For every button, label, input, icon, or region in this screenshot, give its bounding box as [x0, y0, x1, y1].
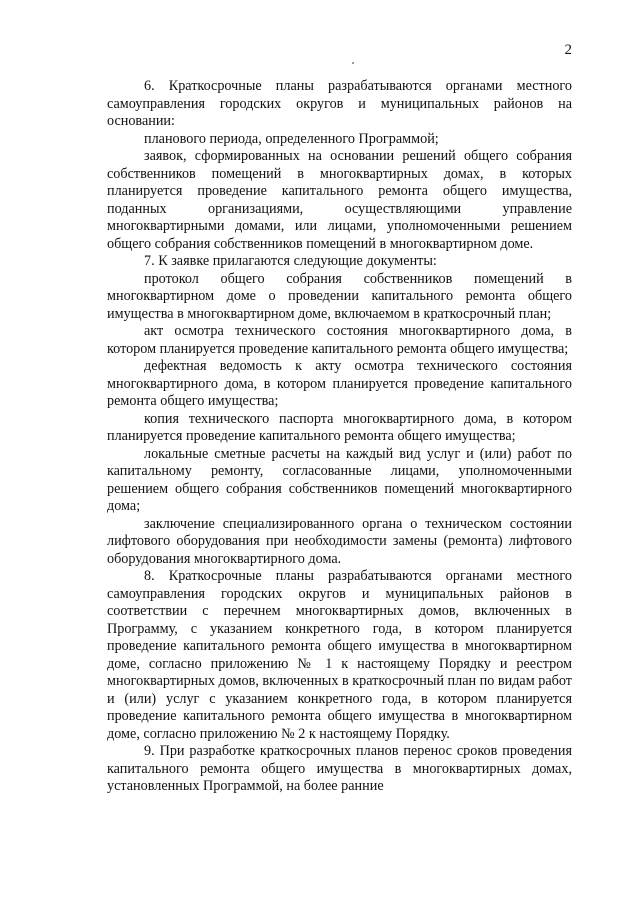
- paragraph: заключение специализированного органа о техническом состоянии лифтового оборудования при необходимости замены (ремонта) лифтового оборудования многоквартирного дома.: [107, 515, 572, 567]
- paragraph: планового периода, определенного Программой;: [144, 130, 439, 147]
- paragraph: 9. При разработке краткосрочных планов перенос сроков проведения капитального ремонта общего имущества в многоквартирных домах, установленных Программой, на более ранние: [107, 743, 572, 794]
- paragraph: 7. К заявке прилагаются следующие документы:: [144, 253, 437, 269]
- paragraph: заявок, сформированных на основании решений общего собрания собственников помещений в многоквартирных домах, в которых планируется проведение капитального ремонта общего имущества, поданных организациями, осуществляющими управление многоквартирными домами, или лицами, уполномоченными решением общего собрания собственников помещений в многоквартирном доме.: [107, 148, 572, 252]
- paragraph: копия технического паспорта многоквартирного дома, в котором планируется проведение капитального ремонта общего имущества;: [107, 410, 572, 444]
- paragraph: 6. Краткосрочные планы разрабатываются органами местного самоуправления городских округов и муниципальных районов на основании:: [107, 78, 572, 129]
- paragraph: локальные сметные расчеты на каждый вид услуг и (или) работ по капитальному ремонту, согласованные лицами, уполномоченными решением общего собрания собственников помещений многоквартирного дома;: [107, 445, 572, 514]
- scan-speck: [352, 62, 354, 64]
- page-number: 2: [564, 42, 572, 58]
- document-body: [107, 78, 572, 796]
- paragraph: акт осмотра технического состояния многоквартирного дома, в котором планируется проведение капитального ремонта общего имущества;: [107, 323, 572, 357]
- paragraph: 8. Краткосрочные планы разрабатываются органами местного самоуправления городских округов и муниципальных районов в соответствии с перечнем многоквартирных домов, включенных в Программу, с указанием конкретного года, в котором планируется проведение капитального ремонта общего имущества в многоквартирном доме, согласно приложению № 1 к настоящему Порядку и реестром многоквартирных домов, включенных в краткосрочный план по видам работ и (или) услуг с указанием конкретного года, в котором планируется проведение капитального ремонта общего имущества в многоквартирном доме, согласно приложению № 2 к настоящему Порядку.: [107, 568, 572, 742]
- paragraph: дефектная ведомость к акту осмотра технического состояния многоквартирного дома, в котором планируется проведение капитального ремонта общего имущества;: [107, 358, 572, 409]
- paragraph: протокол общего собрания собственников помещений в многоквартирном доме о проведении капитального ремонта общего имущества в многоквартирном доме, включаемом в краткосрочный план;: [107, 270, 572, 322]
